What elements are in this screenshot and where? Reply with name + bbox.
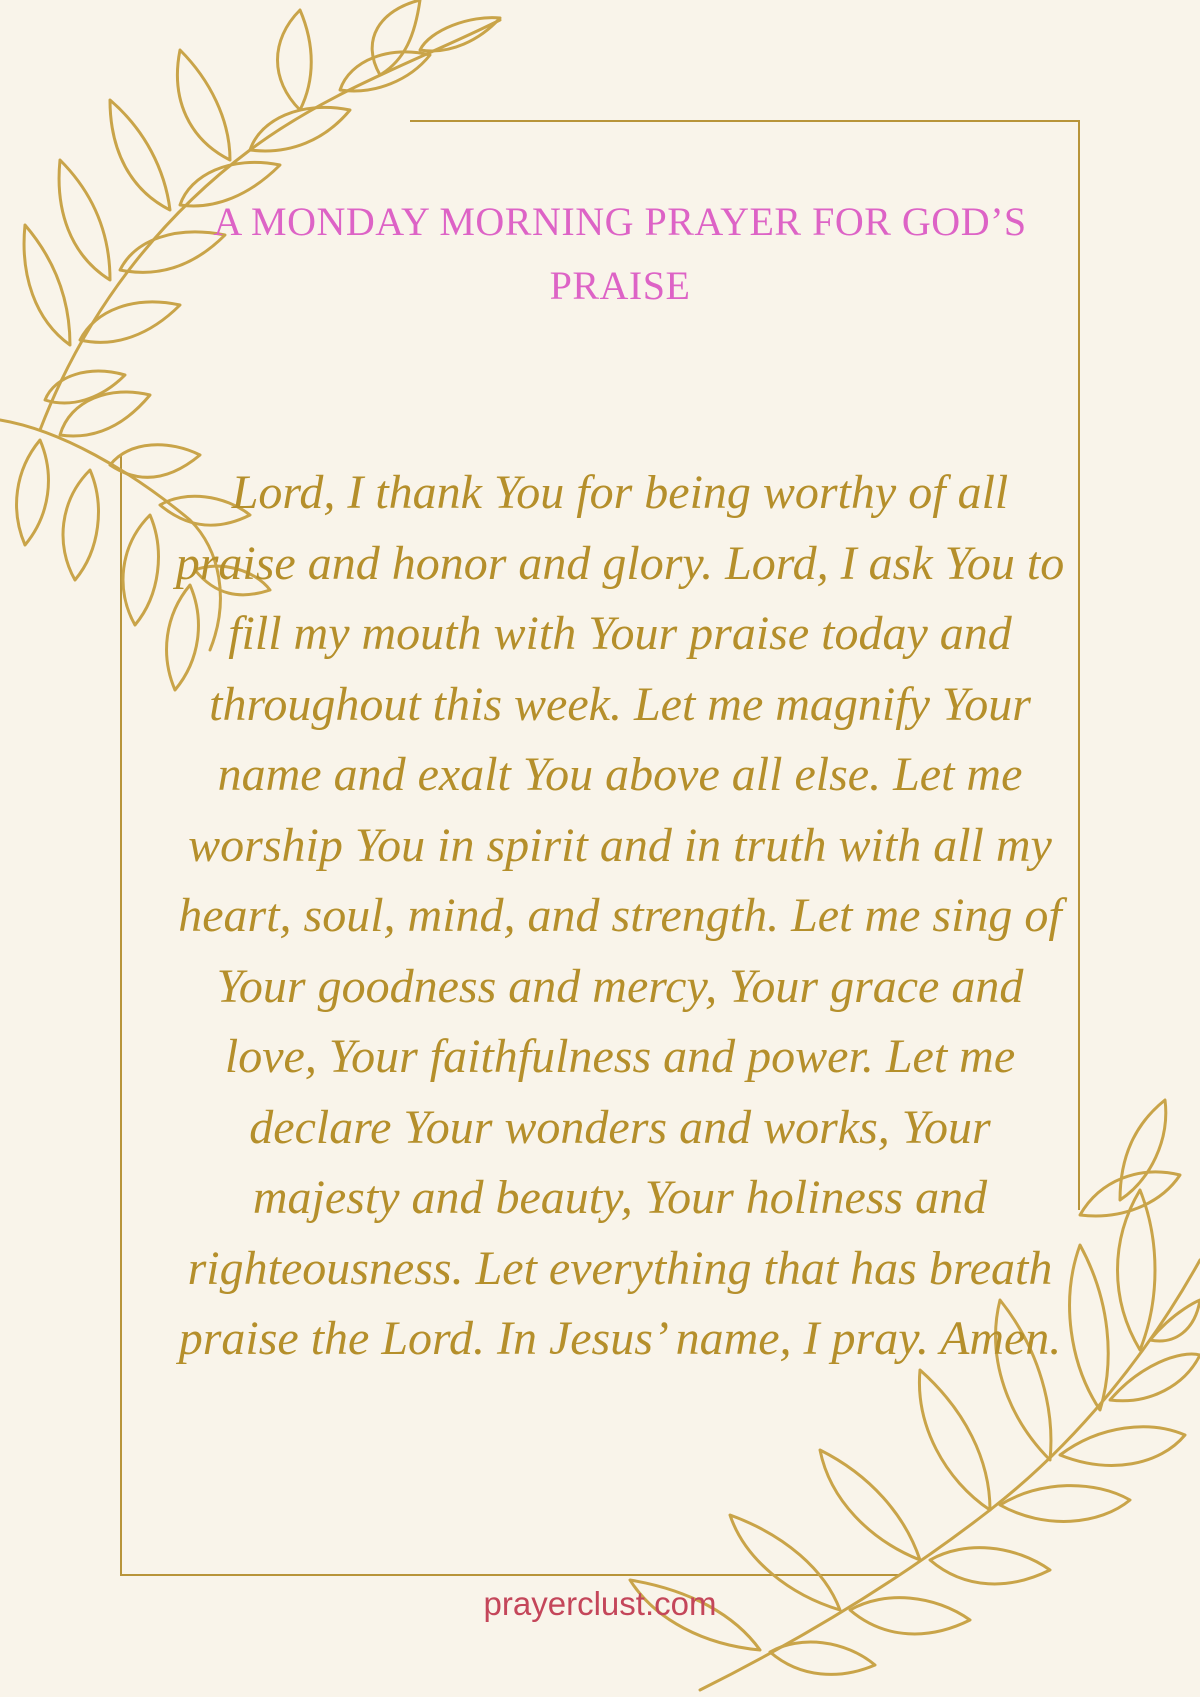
page-title: A MONDAY MORNING PRAYER FOR GOD’S PRAISE xyxy=(213,199,1027,308)
frame-left-border xyxy=(120,456,122,1576)
frame-top-border xyxy=(410,120,1080,122)
website-link[interactable]: prayerclust.com xyxy=(483,1585,717,1622)
prayer-text: Lord, I thank You for being worthy of all praise and honor and glory. Lord, I ask You to fill my mouth with Your praise today and throughout this week. Let me magnify Your name and exalt You above all else. Let me worship You in spirit and in truth with all my heart, soul, mind, and strength. Let me sing of Your goodness and mercy, Your grace and love, Your faithfulness and power. Let me declare Your wonders and works, Your majesty and beauty, Your holiness and righteousness. Let everything that has breath praise the Lord. In Jesus’ name, I pray. Amen. xyxy=(175,466,1065,1365)
frame-right-border xyxy=(1078,120,1080,1210)
frame-bottom-border xyxy=(120,1574,900,1576)
